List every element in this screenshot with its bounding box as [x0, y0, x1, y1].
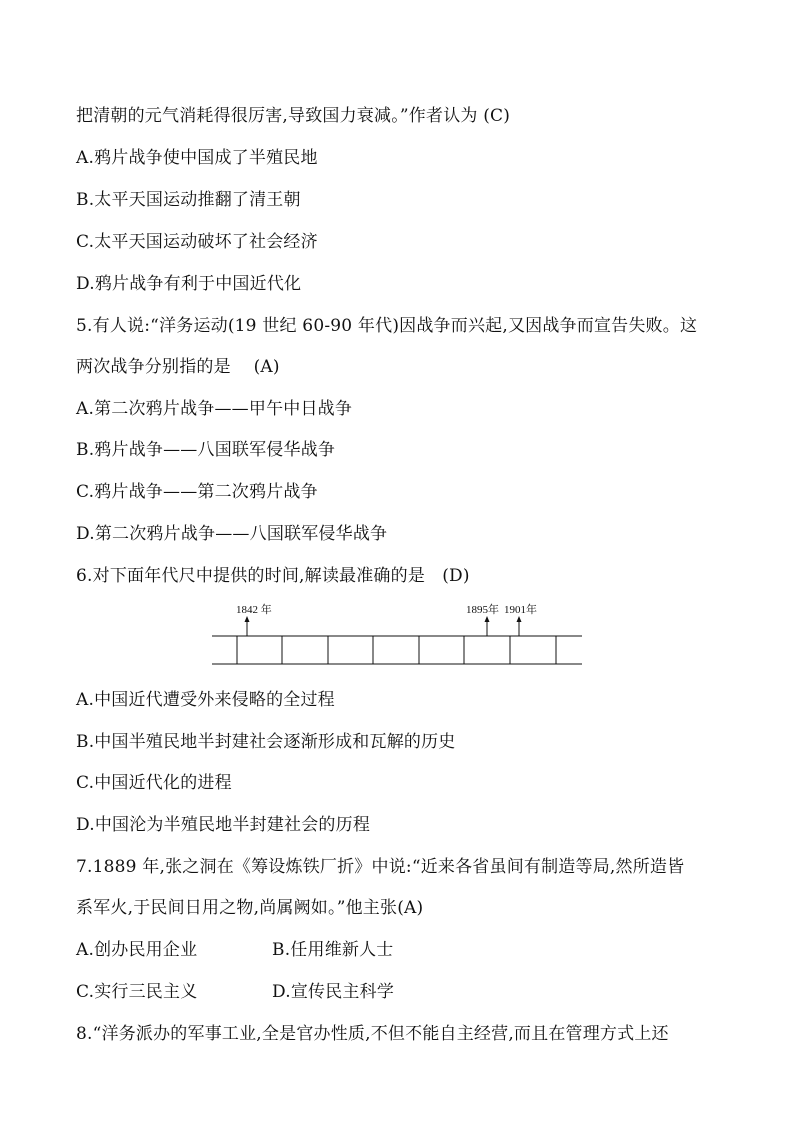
q5-option-c: C.鸦片战争——第二次鸦片战争 — [76, 482, 318, 502]
arrow-1895 — [485, 616, 490, 636]
arrow-1901 — [517, 616, 522, 636]
q8-stem: 8.“洋务派办的军事工业,全是官办性质,不但不能自主经营,而且在管理方式上还 — [76, 1024, 669, 1044]
timeline-ruler — [212, 600, 584, 670]
q7-stem-line-1: 7.1889 年,张之洞在《筹设炼铁厂折》中说:“近来各省虽间有制造等局,然所造皆 — [76, 857, 685, 877]
q6-option-c: C.中国近代化的进程 — [76, 773, 232, 793]
q4-option-c: C.太平天国运动破坏了社会经济 — [76, 232, 318, 252]
q4-stem-tail: 把清朝的元气消耗得很厉害,导致国力衰减。”作者认为 (C) — [76, 106, 511, 126]
q7-options-row-1 — [76, 938, 394, 962]
q6-option-b: B.中国半殖民地半封建社会逐渐形成和瓦解的历史 — [76, 732, 456, 752]
q4-option-d: D.鸦片战争有利于中国近代化 — [76, 274, 302, 294]
q6-stem: 6.对下面年代尺中提供的时间,解读最准确的是 (D) — [76, 566, 470, 586]
q7-option-c: C.实行三民主义 — [76, 982, 198, 1002]
label-1901: 1901年 — [504, 604, 537, 616]
q5-option-a: A.第二次鸦片战争——甲午中日战争 — [76, 399, 353, 419]
q7-option-b: B.任用维新人士 — [272, 940, 394, 960]
q4-option-a: A.鸦片战争使中国成了半殖民地 — [76, 148, 318, 168]
label-1895: 1895年 — [466, 604, 499, 616]
q5-stem-line-2: 两次战争分别指的是 (A) — [76, 357, 280, 377]
q7-stem-line-2: 系军火,于民间日用之物,尚属阙如。”他主张(A) — [76, 898, 424, 918]
q5-option-b: B.鸦片战争——八国联军侵华战争 — [76, 440, 336, 460]
q5-stem-line-1: 5.有人说:“洋务运动(19 世纪 60-90 年代)因战争而兴起,又因战争而宣告失败。这 — [76, 316, 698, 336]
arrow-1842 — [245, 616, 250, 636]
q6-option-a: A.中国近代遭受外来侵略的全过程 — [76, 690, 335, 710]
q4-option-b: B.太平天国运动推翻了清王朝 — [76, 190, 301, 210]
timeline-figure — [212, 600, 584, 670]
q7-option-d: D.宣传民主科学 — [272, 982, 395, 1002]
q7-options-row-2 — [76, 980, 394, 1004]
q6-option-d: D.中国沦为半殖民地半封建社会的历程 — [76, 815, 371, 835]
q7-option-a: A.创办民用企业 — [76, 940, 198, 960]
label-1842: 1842 年 — [236, 604, 272, 616]
q5-option-d: D.第二次鸦片战争——八国联军侵华战争 — [76, 524, 388, 544]
